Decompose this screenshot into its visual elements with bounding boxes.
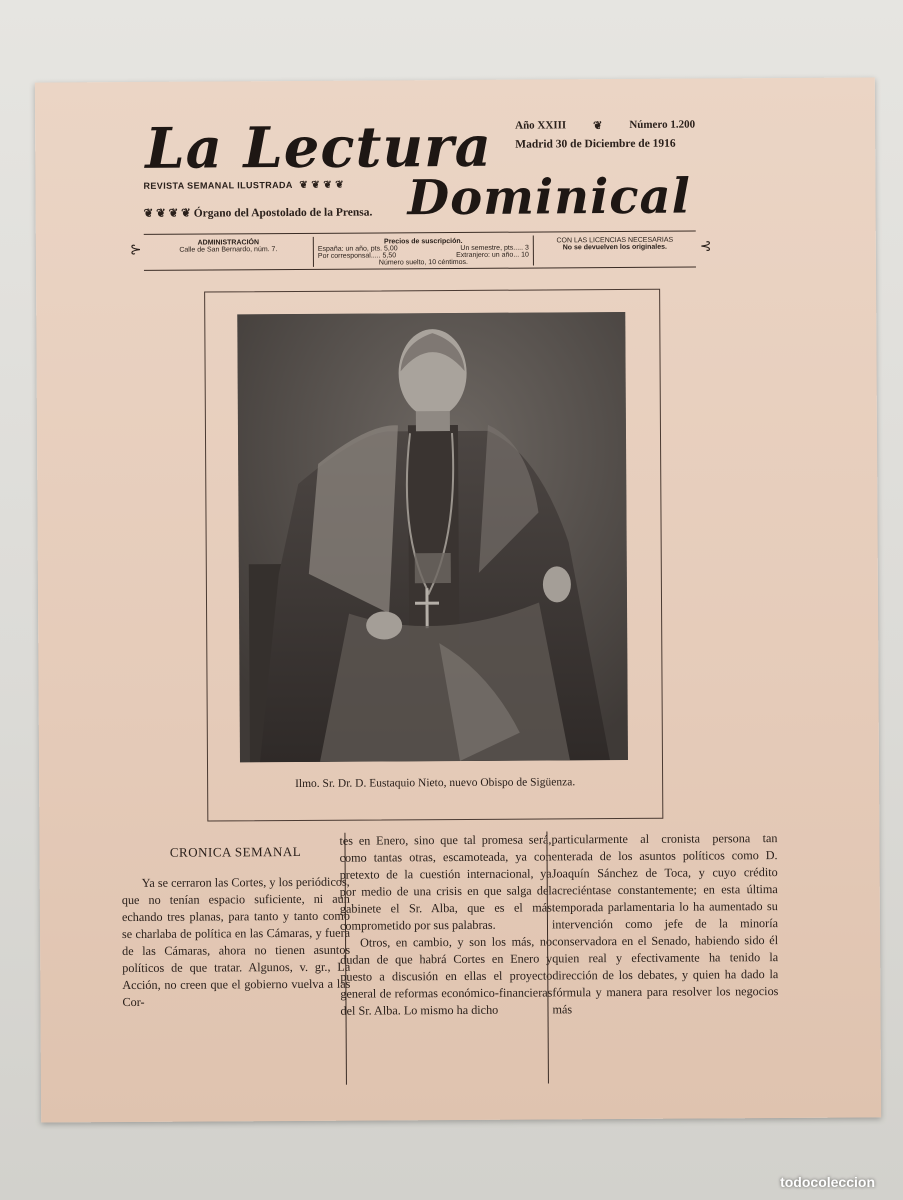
- single-number-price: Número suelto, 10 céntimos.: [378, 258, 469, 267]
- prices-cell: [314, 236, 534, 267]
- portrait-frame: [204, 289, 663, 822]
- issue-date: Madrid 30 de Diciembre de 1916: [515, 137, 676, 151]
- masthead-title-right: Dominical: [407, 168, 692, 227]
- article-title: CRONICA SEMANAL: [169, 843, 302, 860]
- masthead-title-left: La Lectura: [145, 113, 493, 182]
- price-value: España: un año, pts. 5,00: [317, 245, 398, 253]
- price-value: Por corresponsal..... 5,50: [317, 252, 397, 260]
- bishop-portrait-image: [237, 312, 628, 762]
- organo-line: [144, 205, 373, 220]
- issue-number: Número 1.200: [629, 118, 696, 131]
- portrait-caption: Ilmo. Sr. Dr. D. Eustaquio Nieto, nuevo Obispo de Sigüenza.: [295, 776, 576, 790]
- fleuron-ornament-icon: ❦ ❦ ❦ ❦: [299, 179, 345, 191]
- fleuron-ornament-icon: ❦ ❦ ❦ ❦: [143, 207, 194, 220]
- admin-label: ADMINISTRACIÓN: [197, 239, 260, 247]
- originals-note: No se devuelven los originales.: [562, 243, 667, 252]
- masthead-subtitle: [143, 180, 344, 192]
- article-paragraph: Otros, en cambio, y son los más, no dudan de que habrá Cortes en Enero y puesto a discusión en ellas el proyecto general de reformas económico-financieras del Sr. Alba. Lo mismo ha dicho: [340, 934, 553, 1018]
- price-value: Extranjero: un año... 10: [456, 251, 529, 260]
- organo-text: Órgano del Apostolado de la Prensa.: [193, 206, 373, 220]
- article-paragraph: particularmente al cronista persona tan enterada de los asuntos políticos como D. Joaquín Sánchez de Toca, y cuyo crédito acreciéntase constantemente; en esta última temporada parlamentaria lo ha aumentado su intervención como jefe de la minoría conservadora en el Senado, habiendo sido él quien real y efectivamente ha tenido la dirección de los debates, y quien ha dado la fórmula y manera para resolver los negocios más: [551, 831, 779, 1017]
- bracket-ornament-icon: ⊱: [129, 242, 142, 258]
- license-label: CON LAS LICENCIAS NECESARIAS: [556, 236, 674, 245]
- price-value: Un semestre, pts..... 3: [460, 244, 529, 252]
- administration-cell: [144, 237, 314, 268]
- newspaper-page: [35, 77, 881, 1122]
- bracket-ornament-icon: ⊰: [699, 239, 712, 255]
- article-paragraph: tes en Enero, sino que tal promesa será, como tantas otras, escamoteada, ya con pretexto de la cuestión internacional, ya por medio de una crisis en que salga del gabinete el Sr. Alba, que es el más comprometido por sus palabras.: [339, 832, 552, 933]
- admin-address: Calle de San Bernardo, núm. 7.: [179, 246, 278, 254]
- article-column-1: [121, 843, 350, 1011]
- license-cell: [534, 235, 696, 266]
- article-column-3: [551, 830, 778, 1018]
- article-column-2: [339, 831, 552, 1019]
- fleuron-ornament-icon: ❦: [593, 120, 603, 133]
- portrait-illustration: [237, 312, 628, 762]
- article-paragraph: Ya se cerraron las Cortes, y los periódicos, que no tenían espacio suficiente, ni aun echando tres planas, para tanto y tanto como se charlaba de política en las Cámaras, y fuera de las Cámaras, ahora no tienen asuntos políticos de que tratar. Algunos, v. gr., La Acción, no creen que el gobierno vuelva a las Cor-: [121, 874, 351, 1010]
- issue-info: [515, 119, 695, 151]
- subtitle-text: REVISTA SEMANAL ILUSTRADA: [143, 180, 293, 191]
- issue-line: [515, 119, 695, 133]
- subscription-info-bar: [144, 235, 696, 268]
- issue-year: Año XXIII: [515, 119, 567, 132]
- prices-label: Precios de suscripción.: [383, 237, 463, 246]
- site-watermark: todocoleccion: [780, 1174, 875, 1190]
